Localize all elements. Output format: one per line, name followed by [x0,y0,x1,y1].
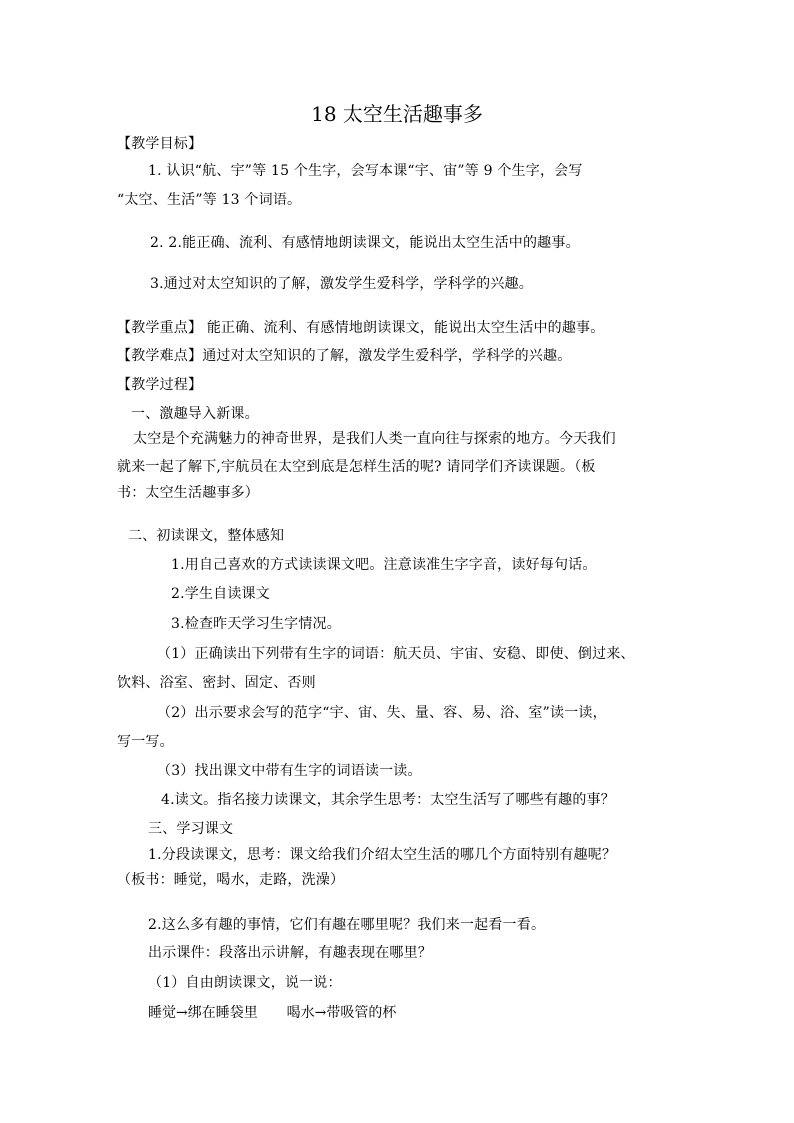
step-1-header: 一、激趣导入新课。 [131,406,259,422]
step-2-item-1: 1.用自己喜欢的方式读读课文吧。注意读准生字字音，读好每句话。 [171,557,597,573]
step-3-item-1-line-1: 1.分段读课文，思考：课文给我们介绍太空生活的哪几个方面特别有趣呢？ [148,847,617,863]
step-2-sub-1-line-1: （1）正确读出下列带有生字的词语：航天员、宇宙、安稳、即使、倒过来、 [157,646,635,662]
step-2-item-3: 3.检查昨天学习生字情况。 [171,616,341,632]
step-1-line-2: 就来一起了解下,宇航员在太空到底是怎样生活的呢? 请同学们齐读课题。（板 [117,459,596,475]
step-2-sub-2-line-1: （2）出示要求会写的范字“宇、宙、失、量、容、易、浴、室”读一读， [157,705,607,721]
objective-2: 2. 2.能正确、流利、有感情地朗读课文，能说出太空生活中的趣事。 [150,235,580,251]
step-3-item-2: 2.这么多有趣的事情，它们有趣在哪里呢？我们来一起看一看。 [148,917,546,933]
step-3-item-1-line-2: （板书：睡觉，喝水，走路，洗澡） [117,872,345,888]
objective-1-line-2: “太空、生活”等 13 个词语。 [117,192,302,208]
step-2-sub-2-line-2: 写一写。 [117,734,174,750]
objective-3: 3.通过对太空知识的了解，激发学生爱科学，学科学的兴趣。 [150,276,533,292]
page-title: 18 太空生活趣事多 [311,102,483,126]
step-2-sub-1-line-2: 饮料、浴室、密封、固定、否则 [117,675,316,691]
step-2-item-4: 4.读文。指名接力读课文，其余学生思考：太空生活写了哪些有趣的事？ [161,792,615,808]
step-1-line-3: 书：太空生活趣事多） [117,485,259,501]
step-3-header: 三、学习课文 [148,821,234,837]
difficulty: 【教学难点】通过对太空知识的了解，激发学生爱科学，学科学的兴趣。 [117,348,572,364]
step-2-header: 二、初读课文，整体感知 [128,528,285,544]
step-3-courseware: 出示课件：段落出示讲解，有趣表现在哪里？ [148,945,432,961]
arrow-notes [148,1004,396,1022]
step-3-sub-1: （1）自由朗读课文，说一说： [148,975,342,991]
step-1-line-1: 太空是个充满魅力的神奇世界，是我们人类一直向往与探索的地方。今天我们 [133,431,616,447]
arrow-note-drink: 喝水→带吸管的杯 [286,1005,397,1021]
step-2-sub-3: （3）找出课文中带有生字的词语读一读。 [157,763,422,779]
arrow-note-sleep: 睡觉→绑在睡袋里 [148,1005,258,1021]
objective-1-line-1: 1. 认识“航、宇”等 15 个生字，会写本课“宇、宙”等 9 个生字，会写 [148,163,583,179]
objectives-header: 【教学目标】 [117,136,203,152]
step-2-item-2: 2.学生自读课文 [171,586,270,602]
key-point: 【教学重点】 能正确、流利、有感情地朗读课文，能说出太空生活中的趣事。 [117,320,605,336]
process-header: 【教学过程】 [117,377,203,393]
